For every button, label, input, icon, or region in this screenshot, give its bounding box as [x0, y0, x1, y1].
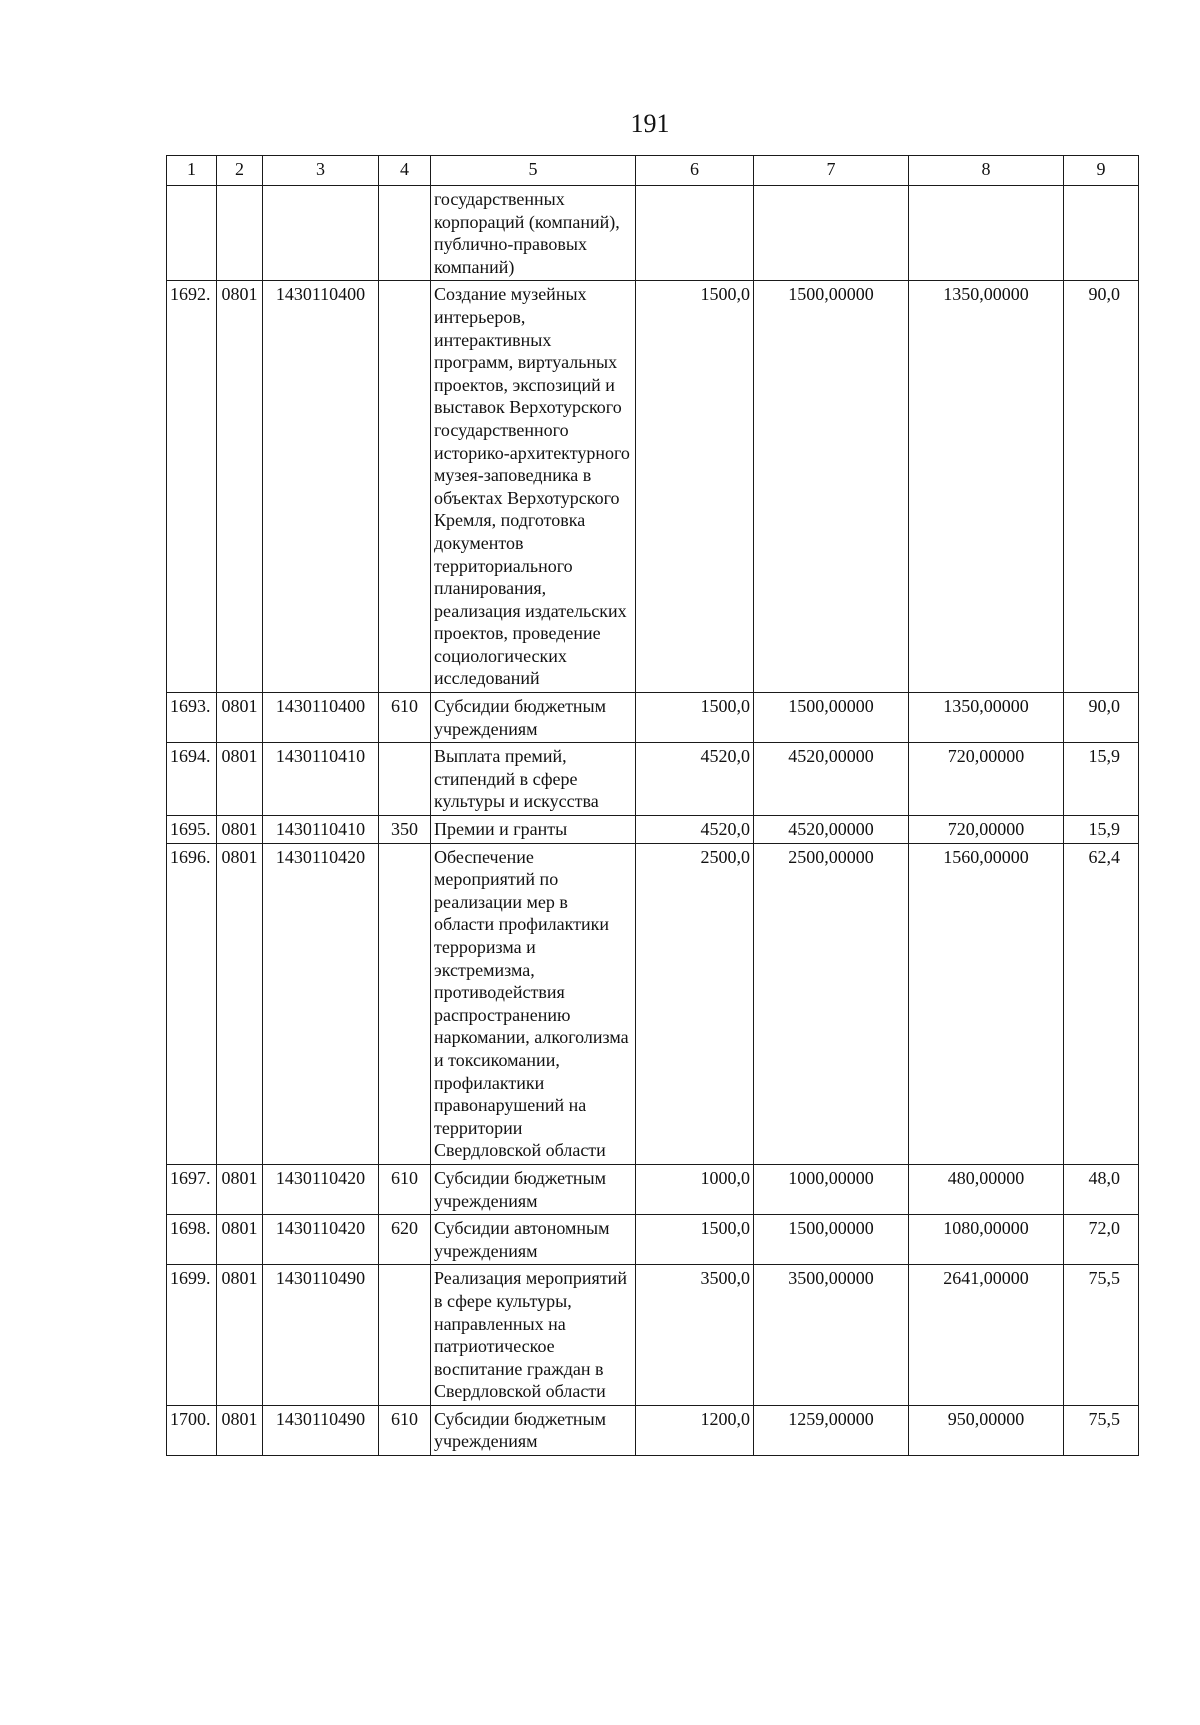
table-row: [167, 816, 1139, 844]
amount-col-8: 950,00000: [909, 1405, 1064, 1455]
amount-col-7: 1500,00000: [754, 281, 909, 693]
item-name: Субсидии автономным учреждениям: [431, 1215, 636, 1265]
target-article-code: 1430110420: [263, 843, 379, 1164]
target-article-code: 1430110490: [263, 1405, 379, 1455]
item-name: Выплата премий, стипендий в сфере культуры и искусства: [431, 743, 636, 816]
column-header: 4: [379, 156, 431, 186]
expense-type-code: [379, 843, 431, 1164]
column-header: 3: [263, 156, 379, 186]
amount-col-7: 1500,00000: [754, 1215, 909, 1265]
amount-col-8: 720,00000: [909, 816, 1064, 844]
target-article-code: 1430110420: [263, 1164, 379, 1214]
amount-col-7: [754, 186, 909, 281]
table-row: [167, 281, 1139, 693]
table-row: [167, 693, 1139, 743]
percent-col-9: [1064, 186, 1139, 281]
amount-col-6: 1500,0: [636, 693, 754, 743]
section-code: 0801: [217, 843, 263, 1164]
target-article-code: 1430110410: [263, 743, 379, 816]
percent-col-9: 75,5: [1064, 1265, 1139, 1406]
expense-type-code: 610: [379, 1164, 431, 1214]
item-name: Обеспечение мероприятий по реализации мер в области профилактики терроризма и экстремизма, противодействия распространению наркомании, алкоголизма и токсикомании, профилактики правонарушений на территории Свердловской области: [431, 843, 636, 1164]
expense-type-code: 620: [379, 1215, 431, 1265]
item-name: Субсидии бюджетным учреждениям: [431, 1405, 636, 1455]
amount-col-7: 4520,00000: [754, 743, 909, 816]
expense-type-code: 350: [379, 816, 431, 844]
row-number: 1698.: [167, 1215, 217, 1265]
amount-col-8: 1350,00000: [909, 693, 1064, 743]
amount-col-7: 4520,00000: [754, 816, 909, 844]
section-code: 0801: [217, 1405, 263, 1455]
amount-col-8: 720,00000: [909, 743, 1064, 816]
percent-col-9: 15,9: [1064, 816, 1139, 844]
target-article-code: 1430110490: [263, 1265, 379, 1406]
header-row: [167, 156, 1139, 186]
percent-col-9: 75,5: [1064, 1405, 1139, 1455]
target-article-code: 1430110420: [263, 1215, 379, 1265]
row-number: [167, 186, 217, 281]
column-header: 6: [636, 156, 754, 186]
amount-col-7: 3500,00000: [754, 1265, 909, 1406]
row-number: 1695.: [167, 816, 217, 844]
expense-type-code: 610: [379, 1405, 431, 1455]
row-number: 1693.: [167, 693, 217, 743]
section-code: 0801: [217, 1215, 263, 1265]
page-number: 191: [630, 109, 670, 138]
column-header: 8: [909, 156, 1064, 186]
section-code: 0801: [217, 1265, 263, 1406]
section-code: 0801: [217, 1164, 263, 1214]
expense-type-code: [379, 1265, 431, 1406]
row-number: 1692.: [167, 281, 217, 693]
amount-col-6: 1500,0: [636, 1215, 754, 1265]
row-number: 1697.: [167, 1164, 217, 1214]
amount-col-6: 4520,0: [636, 816, 754, 844]
expense-type-code: [379, 281, 431, 693]
row-number: 1696.: [167, 843, 217, 1164]
amount-col-6: 4520,0: [636, 743, 754, 816]
amount-col-7: 1259,00000: [754, 1405, 909, 1455]
table-row: [167, 1265, 1139, 1406]
table-row: [167, 186, 1139, 281]
amount-col-7: 1500,00000: [754, 693, 909, 743]
column-header: 9: [1064, 156, 1139, 186]
item-name: Субсидии бюджетным учреждениям: [431, 1164, 636, 1214]
section-code: [217, 186, 263, 281]
section-code: 0801: [217, 743, 263, 816]
item-name: Реализация мероприятий в сфере культуры, направленных на патриотическое воспитание граждан в Свердловской области: [431, 1265, 636, 1406]
table-row: [167, 1215, 1139, 1265]
percent-col-9: 90,0: [1064, 693, 1139, 743]
amount-col-7: 2500,00000: [754, 843, 909, 1164]
column-header: 7: [754, 156, 909, 186]
amount-col-8: 1080,00000: [909, 1215, 1064, 1265]
item-name: Создание музейных интерьеров, интерактивных программ, виртуальных проектов, экспозиций и выставок Верхотурского государственного историко-архитектурного музея-заповедника в объектах Верхотурского Кремля, подготовка документов территориального планирования, реализация издательских проектов, проведение социологических исследований: [431, 281, 636, 693]
table-row: [167, 1405, 1139, 1455]
item-name: Премии и гранты: [431, 816, 636, 844]
row-number: 1700.: [167, 1405, 217, 1455]
amount-col-6: [636, 186, 754, 281]
item-name: Субсидии бюджетным учреждениям: [431, 693, 636, 743]
expense-type-code: [379, 186, 431, 281]
amount-col-8: 2641,00000: [909, 1265, 1064, 1406]
table-row: [167, 1164, 1139, 1214]
target-article-code: 1430110410: [263, 816, 379, 844]
row-number: 1699.: [167, 1265, 217, 1406]
amount-col-6: 1500,0: [636, 281, 754, 693]
amount-col-6: 2500,0: [636, 843, 754, 1164]
row-number: 1694.: [167, 743, 217, 816]
item-name: государственных корпораций (компаний), публично-правовых компаний): [431, 186, 636, 281]
percent-col-9: 15,9: [1064, 743, 1139, 816]
amount-col-6: 1000,0: [636, 1164, 754, 1214]
percent-col-9: 48,0: [1064, 1164, 1139, 1214]
section-code: 0801: [217, 281, 263, 693]
amount-col-8: [909, 186, 1064, 281]
table-row: [167, 743, 1139, 816]
amount-col-8: 480,00000: [909, 1164, 1064, 1214]
section-code: 0801: [217, 816, 263, 844]
amount-col-8: 1560,00000: [909, 843, 1064, 1164]
section-code: 0801: [217, 693, 263, 743]
expense-type-code: [379, 743, 431, 816]
amount-col-6: 1200,0: [636, 1405, 754, 1455]
amount-col-8: 1350,00000: [909, 281, 1064, 693]
column-header: 2: [217, 156, 263, 186]
percent-col-9: 62,4: [1064, 843, 1139, 1164]
percent-col-9: 90,0: [1064, 281, 1139, 693]
table-row: [167, 843, 1139, 1164]
percent-col-9: 72,0: [1064, 1215, 1139, 1265]
expense-type-code: 610: [379, 693, 431, 743]
column-header: 5: [431, 156, 636, 186]
amount-col-6: 3500,0: [636, 1265, 754, 1406]
target-article-code: 1430110400: [263, 693, 379, 743]
column-header: 1: [167, 156, 217, 186]
target-article-code: 1430110400: [263, 281, 379, 693]
amount-col-7: 1000,00000: [754, 1164, 909, 1214]
budget-table: [166, 155, 1139, 1456]
target-article-code: [263, 186, 379, 281]
